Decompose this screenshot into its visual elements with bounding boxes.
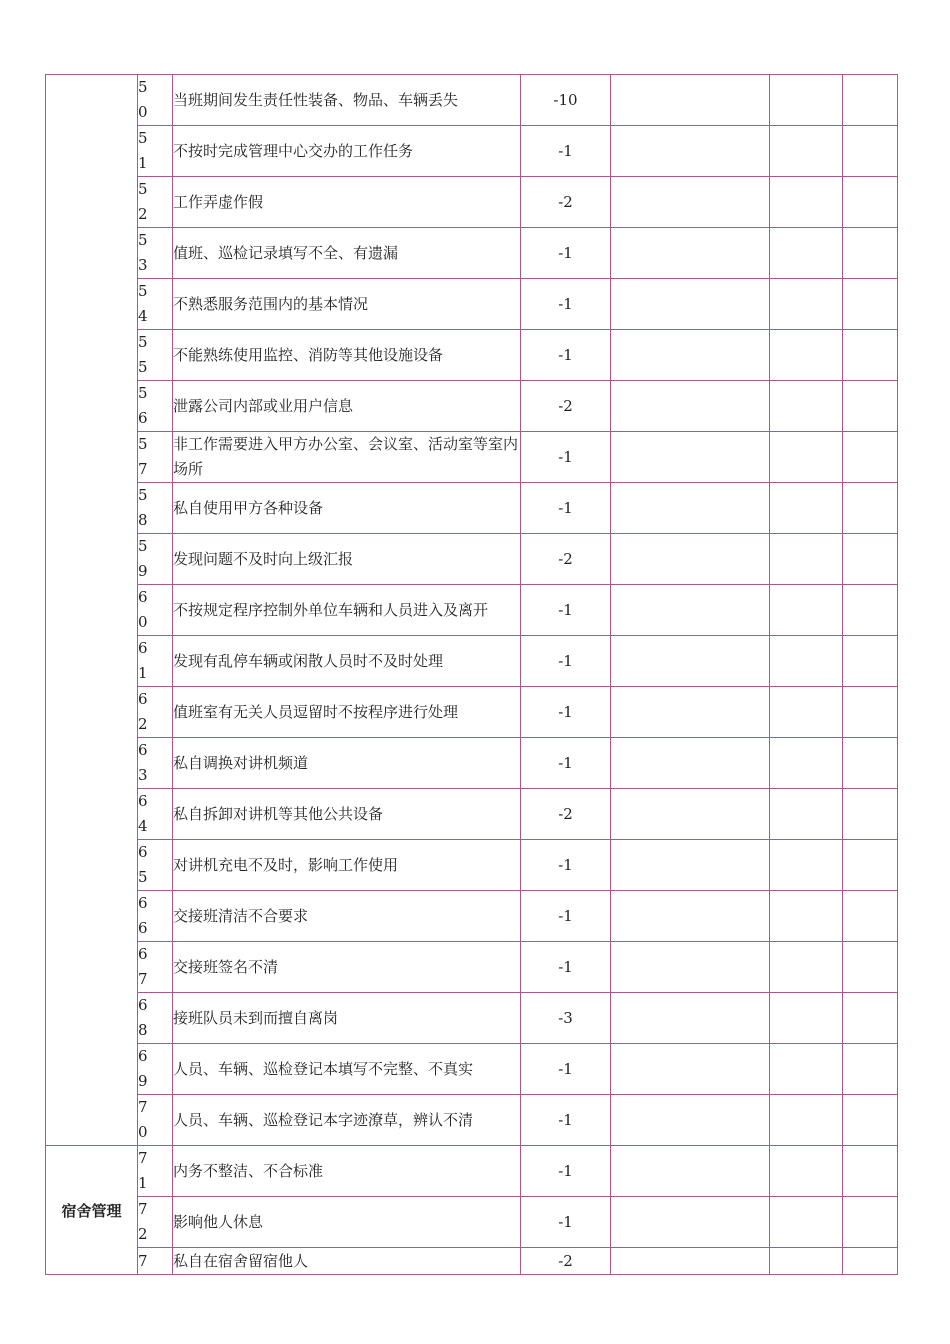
blank-cell <box>770 228 843 279</box>
blank-cell <box>843 483 898 534</box>
section-category-cell: 宿舍管理 <box>46 1146 138 1275</box>
blank-cell <box>770 1095 843 1146</box>
blank-cell <box>770 585 843 636</box>
blank-cell <box>843 75 898 126</box>
item-score-cell: -10 <box>521 75 611 126</box>
blank-cell <box>770 636 843 687</box>
item-score-cell: -2 <box>521 789 611 840</box>
blank-cell <box>843 585 898 636</box>
table-row <box>46 279 898 330</box>
item-number-cell: 6 3 <box>138 738 173 789</box>
item-description-cell: 人员、车辆、巡检登记本填写不完整、不真实 <box>173 1044 521 1095</box>
item-score-cell: -2 <box>521 177 611 228</box>
item-score-cell: -2 <box>521 381 611 432</box>
item-description-cell: 发现有乱停车辆或闲散人员时不及时处理 <box>173 636 521 687</box>
item-score-cell: -1 <box>521 279 611 330</box>
table-row <box>46 126 898 177</box>
item-number-cell: 6 6 <box>138 891 173 942</box>
blank-cell <box>611 381 770 432</box>
blank-cell <box>770 381 843 432</box>
item-score-cell: -2 <box>521 534 611 585</box>
table-row <box>46 687 898 738</box>
item-number-cell: 5 8 <box>138 483 173 534</box>
blank-cell <box>770 1248 843 1275</box>
blank-cell <box>611 1044 770 1095</box>
blank-cell <box>611 1095 770 1146</box>
blank-cell <box>843 1248 898 1275</box>
table-row <box>46 993 898 1044</box>
blank-cell <box>770 330 843 381</box>
table-row <box>46 432 898 483</box>
blank-cell <box>611 993 770 1044</box>
item-score-cell: -1 <box>521 738 611 789</box>
blank-cell <box>611 534 770 585</box>
blank-cell <box>611 177 770 228</box>
item-score-cell: -2 <box>521 1248 611 1275</box>
item-description-cell: 私自拆卸对讲机等其他公共设备 <box>173 789 521 840</box>
blank-cell <box>843 534 898 585</box>
item-score-cell: -1 <box>521 687 611 738</box>
item-description-cell: 值班室有无关人员逗留时不按程序进行处理 <box>173 687 521 738</box>
table-row <box>46 228 898 279</box>
table-row <box>46 381 898 432</box>
blank-cell <box>843 993 898 1044</box>
table-row <box>46 738 898 789</box>
blank-cell <box>770 1146 843 1197</box>
item-score-cell: -1 <box>521 891 611 942</box>
item-description-cell: 不能熟练使用监控、消防等其他设施设备 <box>173 330 521 381</box>
item-score-cell: -1 <box>521 942 611 993</box>
item-description-cell: 人员、车辆、巡检登记本字迹潦草，辨认不清 <box>173 1095 521 1146</box>
blank-cell <box>611 840 770 891</box>
item-number-cell: 5 3 <box>138 228 173 279</box>
item-description-cell: 不按时完成管理中心交办的工作任务 <box>173 126 521 177</box>
item-number-cell: 6 9 <box>138 1044 173 1095</box>
blank-cell <box>843 789 898 840</box>
blank-cell <box>611 636 770 687</box>
blank-cell <box>770 75 843 126</box>
item-number-cell: 6 4 <box>138 789 173 840</box>
item-description-cell: 交接班清洁不合要求 <box>173 891 521 942</box>
blank-cell <box>843 942 898 993</box>
item-number-cell: 5 0 <box>138 75 173 126</box>
table-row <box>46 1248 898 1275</box>
blank-cell <box>611 330 770 381</box>
table-row <box>46 942 898 993</box>
table-row <box>46 585 898 636</box>
item-score-cell: -1 <box>521 1095 611 1146</box>
item-description-cell: 非工作需要进入甲方办公室、会议室、活动室等室内场所 <box>173 432 521 483</box>
blank-cell <box>611 1197 770 1248</box>
blank-cell <box>611 585 770 636</box>
item-number-cell: 7 0 <box>138 1095 173 1146</box>
item-description-cell: 不按规定程序控制外单位车辆和人员进入及离开 <box>173 585 521 636</box>
item-score-cell: -1 <box>521 1146 611 1197</box>
blank-cell <box>611 126 770 177</box>
blank-cell <box>843 177 898 228</box>
blank-cell <box>843 891 898 942</box>
blank-cell <box>611 432 770 483</box>
blank-cell <box>770 1197 843 1248</box>
table-row <box>46 177 898 228</box>
item-description-cell: 泄露公司内部或业用户信息 <box>173 381 521 432</box>
blank-cell <box>611 1248 770 1275</box>
item-score-cell: -1 <box>521 483 611 534</box>
blank-cell <box>611 891 770 942</box>
blank-cell <box>611 942 770 993</box>
item-number-cell: 5 6 <box>138 381 173 432</box>
blank-cell <box>843 1044 898 1095</box>
item-description-cell: 私自使用甲方各种设备 <box>173 483 521 534</box>
blank-cell <box>843 636 898 687</box>
blank-cell <box>611 75 770 126</box>
table-row <box>46 1095 898 1146</box>
item-number-cell: 6 0 <box>138 585 173 636</box>
table-row <box>46 1197 898 1248</box>
table-row <box>46 840 898 891</box>
item-description-cell: 私自调换对讲机频道 <box>173 738 521 789</box>
item-description-cell: 值班、巡检记录填写不全、有遗漏 <box>173 228 521 279</box>
deduction-table <box>45 74 898 1275</box>
item-description-cell: 工作弄虚作假 <box>173 177 521 228</box>
table-row <box>46 330 898 381</box>
item-score-cell: -1 <box>521 840 611 891</box>
table-row <box>46 75 898 126</box>
table-row <box>46 891 898 942</box>
item-number-cell: 5 5 <box>138 330 173 381</box>
blank-cell <box>770 1044 843 1095</box>
table-row <box>46 789 898 840</box>
blank-cell <box>770 993 843 1044</box>
item-number-cell: 7 1 <box>138 1146 173 1197</box>
blank-cell <box>843 1197 898 1248</box>
blank-cell <box>611 228 770 279</box>
item-description-cell: 接班队员未到而擅自离岗 <box>173 993 521 1044</box>
item-score-cell: -1 <box>521 228 611 279</box>
item-number-cell: 7 <box>138 1248 173 1275</box>
blank-cell <box>611 687 770 738</box>
item-number-cell: 6 7 <box>138 942 173 993</box>
blank-cell <box>611 483 770 534</box>
section-category-cell <box>46 75 138 1146</box>
item-number-cell: 5 1 <box>138 126 173 177</box>
blank-cell <box>611 1146 770 1197</box>
blank-cell <box>770 126 843 177</box>
blank-cell <box>770 687 843 738</box>
blank-cell <box>843 687 898 738</box>
table-row <box>46 636 898 687</box>
item-description-cell: 交接班签名不清 <box>173 942 521 993</box>
blank-cell <box>770 891 843 942</box>
blank-cell <box>843 381 898 432</box>
blank-cell <box>843 432 898 483</box>
item-description-cell: 私自在宿舍留宿他人 <box>173 1248 521 1275</box>
item-description-cell: 发现问题不及时向上级汇报 <box>173 534 521 585</box>
blank-cell <box>770 789 843 840</box>
blank-cell <box>770 738 843 789</box>
table-row <box>46 1044 898 1095</box>
blank-cell <box>770 432 843 483</box>
blank-cell <box>770 279 843 330</box>
blank-cell <box>843 330 898 381</box>
item-number-cell: 6 1 <box>138 636 173 687</box>
blank-cell <box>843 840 898 891</box>
blank-cell <box>843 1095 898 1146</box>
item-score-cell: -1 <box>521 636 611 687</box>
item-description-cell: 影响他人休息 <box>173 1197 521 1248</box>
item-score-cell: -1 <box>521 1044 611 1095</box>
item-description-cell: 对讲机充电不及时，影响工作使用 <box>173 840 521 891</box>
blank-cell <box>770 534 843 585</box>
item-description-cell: 内务不整洁、不合标准 <box>173 1146 521 1197</box>
blank-cell <box>843 738 898 789</box>
item-score-cell: -3 <box>521 993 611 1044</box>
item-number-cell: 6 2 <box>138 687 173 738</box>
item-description-cell: 当班期间发生责任性装备、物品、车辆丢失 <box>173 75 521 126</box>
item-number-cell: 5 2 <box>138 177 173 228</box>
blank-cell <box>843 1146 898 1197</box>
item-number-cell: 5 9 <box>138 534 173 585</box>
item-description-cell: 不熟悉服务范围内的基本情况 <box>173 279 521 330</box>
item-number-cell: 5 7 <box>138 432 173 483</box>
item-number-cell: 6 8 <box>138 993 173 1044</box>
table-row <box>46 1146 898 1197</box>
blank-cell <box>843 126 898 177</box>
blank-cell <box>770 840 843 891</box>
blank-cell <box>843 228 898 279</box>
item-score-cell: -1 <box>521 585 611 636</box>
blank-cell <box>770 177 843 228</box>
item-number-cell: 5 4 <box>138 279 173 330</box>
blank-cell <box>770 483 843 534</box>
blank-cell <box>611 789 770 840</box>
item-number-cell: 6 5 <box>138 840 173 891</box>
table-row <box>46 483 898 534</box>
table-row <box>46 534 898 585</box>
blank-cell <box>843 279 898 330</box>
item-number-cell: 7 2 <box>138 1197 173 1248</box>
item-score-cell: -1 <box>521 1197 611 1248</box>
item-score-cell: -1 <box>521 126 611 177</box>
item-score-cell: -1 <box>521 330 611 381</box>
blank-cell <box>770 942 843 993</box>
item-score-cell: -1 <box>521 432 611 483</box>
blank-cell <box>611 279 770 330</box>
blank-cell <box>611 738 770 789</box>
table-body <box>46 75 898 1275</box>
